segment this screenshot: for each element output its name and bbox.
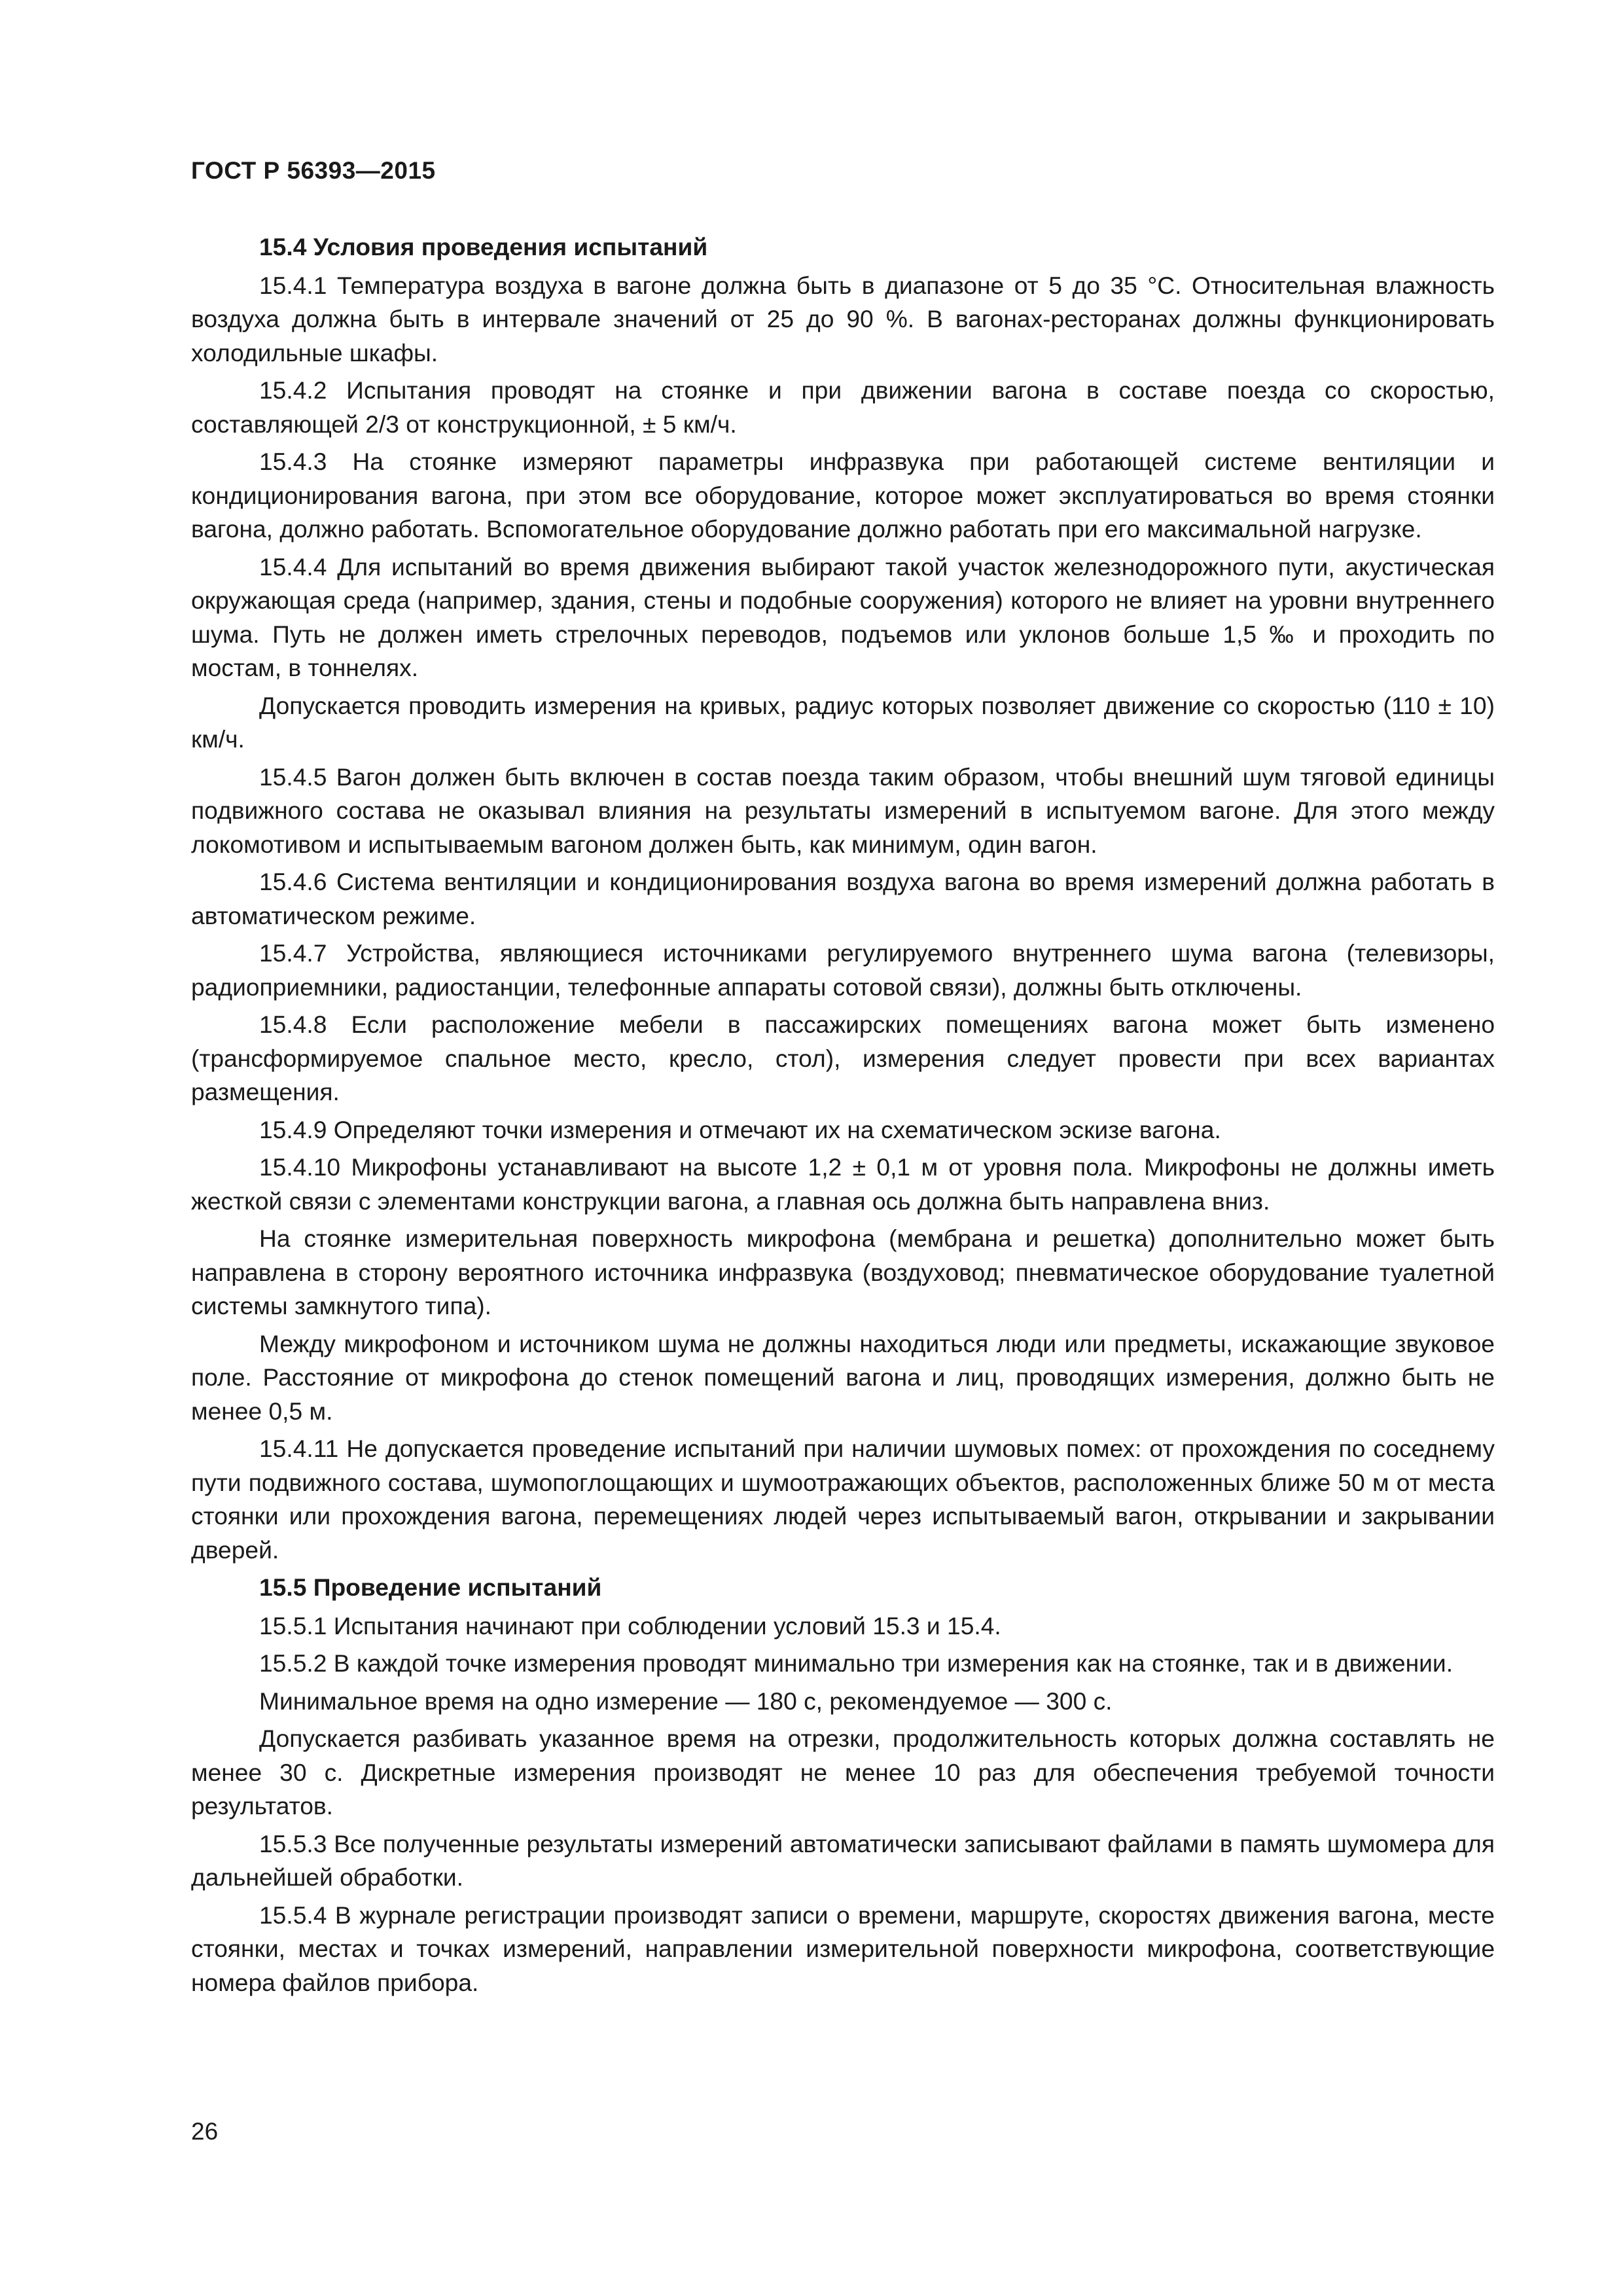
document-body — [191, 230, 1495, 2003]
section-title: 15.5 Проведение испытаний — [259, 1573, 602, 1601]
paragraph-15-4-7: 15.4.7 Устройства, являющиеся источниками регулируемого внутреннего шума вагона (телевизоры, радиоприемники, радиостанции, телефонные аппараты сотовой связи), должны быть отключены. — [191, 939, 1495, 1001]
section-15-5 — [191, 1571, 1495, 2000]
section-15-4 — [191, 230, 1495, 1567]
paragraph-15-4-9: 15.4.9 Определяют точки измерения и отмечают их на схематическом эскизе вагона. — [259, 1115, 1221, 1143]
paragraph-15-4-10-parking: На стоянке измерительная поверхность микрофона (мембрана и решетка) дополнительно может быть направлена в сторону вероятного источника инфразвука (воздуховод; пневматическое оборудование туалетной системы замкнутого типа). — [191, 1225, 1495, 1319]
page-number: 26 — [191, 2118, 219, 2145]
paragraph-15-5-2: 15.5.2 В каждой точке измерения проводят минимально три измерения как на стоянке, так и в движении. — [259, 1649, 1454, 1677]
paragraph-15-4-4-note: Допускается проводить измерения на кривых, радиус которых позволяет движение со скоростью (110 ± 10) км/ч. — [191, 691, 1495, 753]
paragraph-15-5-2-segments: Допускается разбивать указанное время на отрезки, продолжительность которых должна составлять не менее 30 с. Дискретные измерения производят не менее 10 раз для обеспечения требуемой точности результатов. — [191, 1725, 1495, 1820]
paragraph-15-5-1: 15.5.1 Испытания начинают при соблюдении условий 15.3 и 15.4. — [259, 1611, 1001, 1640]
paragraph-15-4-10-distance: Между микрофоном и источником шума не должны находиться люди или предметы, искажающие звуковое поле. Расстояние от микрофона до стенок помещений вагона и лиц, проводящих измерения, должно быть не менее 0,5 м. — [191, 1329, 1495, 1425]
section-title: 15.4 Условия проведения испытаний — [259, 233, 708, 260]
document-header-id: ГОСТ Р 56393—2015 — [191, 157, 436, 184]
paragraph-15-5-4: 15.5.4 В журнале регистрации производят записи о времени, маршруте, скоростях движения вагона, месте стоянки, местах и точках измерений, направлении измерительной поверхности микрофона, соответствующие номера файлов прибора. — [191, 1901, 1495, 1996]
paragraph-15-4-5: 15.4.5 Вагон должен быть включен в состав поезда таким образом, чтобы внешний шум тяговой единицы подвижного состава не оказывал влияния на результаты измерений в испытуемом вагоне. Для этого между локомотивом и испытываемым вагоном должен быть, как минимум, один вагон. — [191, 762, 1495, 858]
paragraph-15-4-4: 15.4.4 Для испытаний во время движения выбирают такой участок железнодорожного пути, акустическая окружающая среда (например, здания, стены и подобные сооружения) которого не влияет на уровни внутреннего шума. Путь не должен иметь стрелочных переводов, подъемов или уклонов больше 1,5 ‰ и проходить по мостам, в тоннелях. — [191, 552, 1495, 681]
paragraph-15-4-11: 15.4.11 Не допускается проведение испытаний при наличии шумовых помех: от прохождения по соседнему пути подвижного состава, шумопоглощающих и шумоотражающих объектов, расположенных ближе 50 м от места стоянки или прохождения вагона, перемещениях людей через испытываемый вагон, открывании и закрывании дверей. — [191, 1435, 1495, 1564]
paragraph-15-4-6: 15.4.6 Система вентиляции и кондиционирования воздуха вагона во время измерений должна работать в автоматическом режиме. — [191, 868, 1495, 929]
paragraph-15-4-3: 15.4.3 На стоянке измеряют параметры инфразвука при работающей системе вентиляции и кондиционирования вагона, при этом все оборудование, которое может эксплуатироваться во время стоянки вагона, должно работать. Вспомогательное оборудование должно работать при его максимальной нагрузке. — [191, 448, 1495, 543]
paragraph-15-5-3: 15.5.3 Все полученные результаты измерений автоматически записывают файлами в память шумомера для дальнейшей обработки. — [191, 1829, 1495, 1891]
paragraph-15-5-2-time: Минимальное время на одно измерение — 180 с, рекомендуемое — 300 с. — [259, 1687, 1113, 1715]
paragraph-15-4-10: 15.4.10 Микрофоны устанавливают на высоте 1,2 ± 0,1 м от уровня пола. Микрофоны не должны иметь жесткой связи с элементами конструкции вагона, а главная ось должна быть направлена вниз. — [191, 1153, 1495, 1215]
paragraph-15-4-8: 15.4.8 Если расположение мебели в пассажирских помещениях вагона может быть изменено (трансформируемое спальное место, кресло, стол), измерения следует провести при всех вариантах размещения. — [191, 1011, 1495, 1105]
paragraph-15-4-1: 15.4.1 Температура воздуха в вагоне должна быть в диапазоне от 5 до 35 °С. Относительная влажность воздуха должна быть в интервале значений от 25 до 90 %. В вагонах-ресторанах должны функционировать холодильные шкафы. — [191, 271, 1495, 367]
paragraph-15-4-2: 15.4.2 Испытания проводят на стоянке и при движении вагона в составе поезда со скоростью, составляющей 2/3 от конструкционной, ± 5 км/ч. — [191, 376, 1495, 438]
